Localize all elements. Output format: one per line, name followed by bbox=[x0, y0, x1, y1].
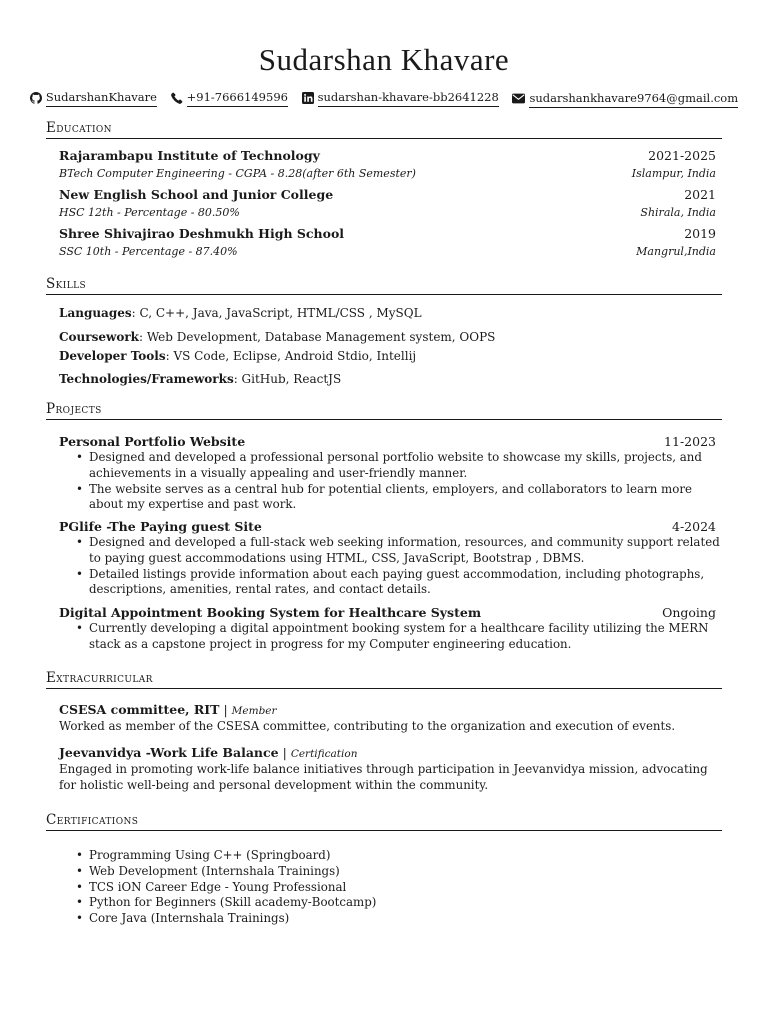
school-name: Shree Shivajirao Deshmukh High School bbox=[59, 226, 345, 241]
skill-value: : GitHub, ReactJS bbox=[233, 372, 342, 386]
certification-item: • Core Java (Internshala Trainings) bbox=[74, 911, 722, 927]
certifications-list bbox=[74, 848, 722, 927]
project-date: 11-2023 bbox=[664, 434, 716, 449]
skill-label: Languages bbox=[59, 306, 132, 320]
activity-title: CSESA committee, RIT bbox=[59, 702, 220, 717]
envelope-icon bbox=[512, 93, 525, 104]
bullet-item: • Designed and developed a full-stack web seeking information, resources, and community support related to paying guest accommodations using HTML, CSS, JavaScript, Bootstrap , DBMS. bbox=[74, 535, 722, 567]
activity-description: Engaged in promoting work-life balance initiatives through participation in Jeevanvidya mission, advocating for holistic well-being and personal development within the community. bbox=[59, 762, 708, 792]
school-years: 2019 bbox=[684, 226, 716, 241]
degree-detail: SSC 10th - Percentage - 87.40% bbox=[59, 245, 238, 258]
school-years: 2021 bbox=[684, 187, 716, 202]
activity-header bbox=[59, 745, 716, 762]
skill-label: Developer Tools bbox=[59, 349, 166, 363]
project-bullets bbox=[74, 621, 722, 653]
bullet-item: • Currently developing a digital appointment booking system for a healthcare facility utilizing the MERN stack as a capstone project in progress for my Computer engineering education. bbox=[74, 621, 722, 653]
skill-value: : C, C++, Java, JavaScript, HTML/CSS , MySQL bbox=[131, 306, 422, 320]
skills-heading: Skills bbox=[46, 276, 722, 295]
school-name: Rajarambapu Institute of Technology bbox=[59, 148, 320, 163]
activity-role: Certification bbox=[290, 748, 358, 760]
project-bullets bbox=[74, 450, 722, 513]
certification-item: • Web Development (Internshala Trainings) bbox=[74, 864, 722, 880]
phone-link[interactable]: +91-7666149596 bbox=[187, 89, 288, 107]
project-title: Digital Appointment Booking System for Healthcare System bbox=[59, 605, 482, 620]
resume-name: Sudarshan Khavare bbox=[258, 42, 510, 77]
skill-label: Technologies/Frameworks bbox=[59, 372, 234, 386]
extracurricular-heading: Extracurricular bbox=[46, 670, 722, 689]
skill-value: : Web Development, Database Management system, OOPS bbox=[138, 330, 496, 344]
degree-detail: BTech Computer Engineering - CGPA - 8.28(after 6th Semester) bbox=[59, 167, 416, 180]
project-bullets bbox=[74, 535, 722, 598]
linkedin-contact[interactable] bbox=[302, 89, 499, 107]
school-location: Mangrul,India bbox=[636, 245, 716, 258]
activity-title: Jeevanvidya -Work Life Balance bbox=[59, 745, 279, 760]
certification-item: • TCS iON Career Edge - Young Professional bbox=[74, 880, 722, 896]
projects-heading: Projects bbox=[46, 401, 722, 420]
linkedin-icon bbox=[302, 92, 314, 104]
degree-detail: HSC 12th - Percentage - 80.50% bbox=[59, 206, 240, 219]
github-contact[interactable] bbox=[30, 89, 157, 107]
activity-role: Member bbox=[231, 705, 277, 717]
skill-value: : VS Code, Eclipse, Android Stdio, Intellij bbox=[165, 349, 417, 363]
certification-item: • Python for Beginners (Skill academy-Bootcamp) bbox=[74, 895, 722, 911]
skill-developer-tools bbox=[59, 348, 716, 364]
bullet-item: • The website serves as a central hub for potential clients, employers, and collaborators to learn more about my expertise and past work. bbox=[74, 482, 722, 514]
project-title: Personal Portfolio Website bbox=[59, 434, 246, 449]
school-location: Islampur, India bbox=[631, 167, 716, 180]
github-icon bbox=[30, 92, 42, 104]
project-date: 4-2024 bbox=[672, 519, 716, 534]
certifications-heading: Certifications bbox=[46, 812, 722, 831]
activity-separator: | bbox=[282, 745, 287, 760]
activity-separator: | bbox=[223, 702, 228, 717]
contact-bar bbox=[0, 89, 768, 108]
skill-technologies bbox=[59, 371, 716, 387]
school-location: Shirala, India bbox=[640, 206, 716, 219]
phone-contact[interactable] bbox=[171, 89, 288, 107]
project-header bbox=[59, 434, 716, 450]
linkedin-link[interactable]: sudarshan-khavare-bb2641228 bbox=[318, 89, 499, 107]
certification-item: • Programming Using C++ (Springboard) bbox=[74, 848, 722, 864]
school-name: New English School and Junior College bbox=[59, 187, 334, 202]
bullet-item: • Detailed listings provide information about each paying guest accommodation, including photographs, descriptions, amenities, rental rates, and contact details. bbox=[74, 567, 722, 599]
project-header bbox=[59, 605, 716, 621]
activity-description: Worked as member of the CSESA committee, contributing to the organization and execution of events. bbox=[59, 719, 676, 733]
project-date: Ongoing bbox=[662, 605, 716, 620]
school-years: 2021-2025 bbox=[648, 148, 716, 163]
project-header bbox=[59, 519, 716, 535]
email-contact[interactable] bbox=[512, 90, 738, 108]
github-link[interactable]: SudarshanKhavare bbox=[46, 89, 157, 107]
skill-label: Coursework bbox=[59, 330, 139, 344]
project-title: PGlife -The Paying guest Site bbox=[59, 519, 262, 534]
phone-icon bbox=[171, 92, 183, 104]
bullet-item: • Designed and developed a professional personal portfolio website to showcase my skills, projects, and achievements in a visually appealing and user-friendly manner. bbox=[74, 450, 722, 482]
activity-header bbox=[59, 702, 716, 719]
skill-languages bbox=[59, 305, 716, 321]
email-link[interactable]: sudarshankhavare9764@gmail.com bbox=[529, 90, 738, 108]
education-heading: Education bbox=[46, 120, 722, 139]
skill-coursework bbox=[59, 329, 716, 345]
